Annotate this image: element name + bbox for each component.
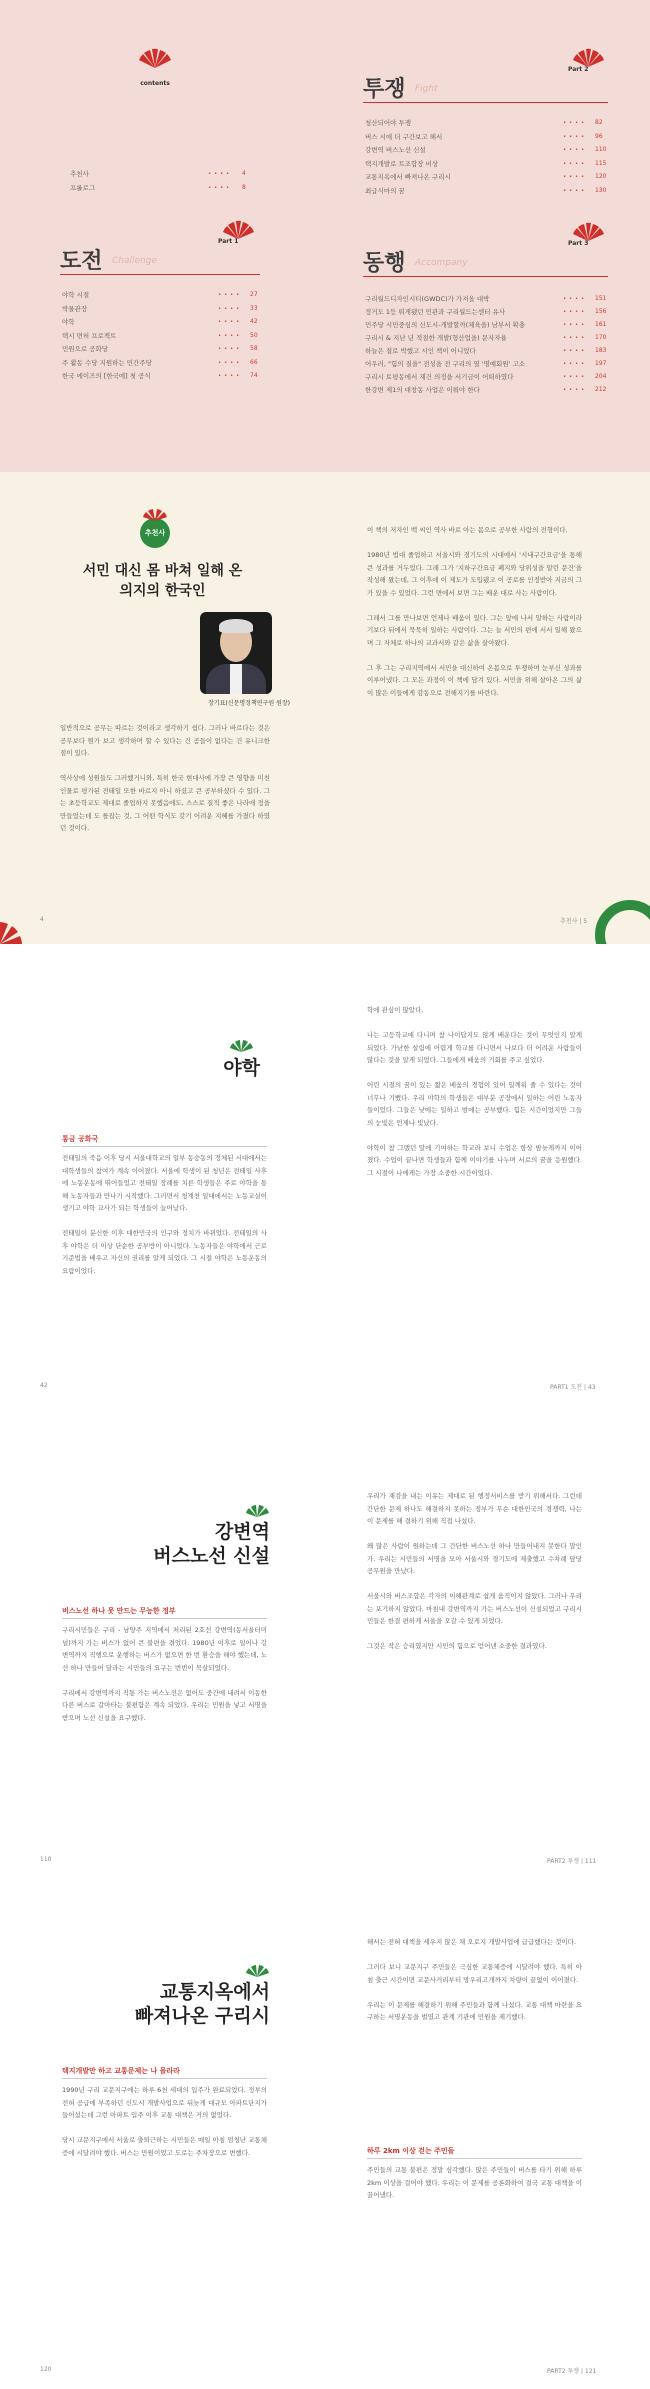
chapter-title-line2: 버스노선 신설 [153, 1545, 270, 1567]
toc-dots: • • • • [218, 332, 240, 339]
rec-right-page-number: 추천사 | 5 [560, 918, 588, 925]
toc-page-number: 110 [595, 146, 607, 153]
toc-dots: • • • • [563, 187, 585, 194]
chapter-left-body: 구리시민들은 구리 - 남양주 지역에서 처리된 2호선 강변역(동서울터미널)까지 가는 버스가 없어 큰 불편을 겪었다. 1980년 이후로 일어나 강변역까지 직행으로 운행하는 버스가 없으면 한 번 환승을 해야 했는데, 노선 하나 만들어 달라는 시민들의 요구는 번번이 묵살되었다. 구리에서 강변역까지 직통 가는 버스노선은 없어도 중간에 내려서 이동한 다른 버스로 갈아타는 불편함은 계속 되었다. 우리는 민원을 넣고 서명을 받으며 노선 신설을 요구했다. [62, 1626, 267, 1722]
toc-page-number: 8 [242, 184, 246, 191]
running-header: PART2 투쟁 | 121 [547, 2368, 597, 2375]
recommendation-spread [0, 472, 650, 944]
toc-item[interactable] [365, 172, 605, 182]
toc-item-label: 버스 시에 더 구간보고 해서 [365, 132, 443, 141]
toc-dots: • • • • [563, 361, 585, 367]
toc-page-number: 156 [595, 308, 607, 315]
toc-item-label: 정거도 1등 뛰게됐던 민관과 구리월드는센터 유사 [365, 308, 506, 316]
toc-item-label: 하늘은 절로 박했고 시인 책이 어니었다 [365, 347, 476, 355]
section-heading-2: 하루 2km 이상 걷는 주민들 [367, 2147, 455, 2155]
toc-dots: • • • • [563, 374, 585, 380]
traffic-right-page [325, 1888, 650, 2389]
chapter-title: 야학 [223, 1057, 260, 1079]
toc-item-label: 민주당 시민중심의 신도시-개발할까(체육을) 남부서 확충 [365, 321, 526, 329]
section-rule [62, 2078, 267, 2079]
part2-title: 투쟁 [363, 77, 406, 102]
rec-left-page-number: 4 [40, 916, 44, 923]
part1-badge: Part 1 [218, 238, 239, 245]
toc-page-number: 161 [595, 321, 607, 328]
toc-item-label: 주 활동 수당 지원하는 민간주당 [62, 358, 152, 367]
part1-subtitle: Challenge [112, 256, 157, 266]
toc-item-label: 민원으로 공화당 [62, 345, 109, 353]
toc-item[interactable] [365, 307, 605, 317]
toc-item[interactable] [365, 186, 605, 196]
toc-item-label: 구리시 & 지난 년 적절한 개발(형산업을) 문자자율 [365, 334, 507, 342]
chapter-title-line2: 빠져나온 구리시 [134, 2005, 270, 2027]
toc-item-label: 강변역 버스노선 신설 [365, 146, 426, 154]
rec-badge-label: 추천사 [144, 529, 166, 537]
rec-left-page [0, 472, 325, 944]
left-page-number: 42 [40, 1382, 48, 1389]
toc-item[interactable] [365, 372, 605, 382]
toc-dots: • • • • [563, 147, 585, 153]
part2-badge: Part 2 [568, 66, 589, 73]
toc-intro-row[interactable] [70, 169, 250, 179]
toc-page-number: 204 [595, 373, 607, 380]
toc-page-number: 183 [595, 347, 607, 354]
toc-dots: • • • • [208, 171, 230, 177]
toc-item-label: 청산되어야 투쟁 [365, 119, 412, 127]
toc-item[interactable] [365, 359, 605, 369]
gangbyeon-right-page [325, 1416, 650, 1888]
toc-dots: • • • • [218, 359, 240, 366]
portrait-hair [219, 619, 253, 633]
toc-item-label: 야학 시절 [62, 291, 90, 299]
toc-page-number: 4 [242, 170, 246, 177]
toc-page-number: 74 [250, 372, 258, 379]
chapter-right-body-2: 주민들의 교통 불편은 정말 심각했다. 많은 주민들이 버스를 타기 위해 하루 2km 이상을 걸어야 했다. 우리는 이 문제를 공론화하여 결국 교통 대책을 이끌어냈다. [367, 2166, 585, 2199]
toc-item-label: 박물관장 [62, 304, 88, 313]
toc-dots: • • • • [218, 305, 240, 312]
toc-dots: • • • • [218, 319, 240, 325]
running-header: PART2 투쟁 | 111 [547, 1858, 597, 1865]
section-rule [62, 1146, 267, 1147]
toc-item[interactable] [62, 290, 260, 300]
toc-page-number: 115 [595, 159, 607, 167]
toc-dots: • • • • [563, 387, 585, 393]
toc-page-number: 212 [595, 386, 607, 393]
toc-dots: • • • • [563, 160, 585, 167]
rec-title-line1: 서민 대신 몸 바쳐 일해 온 [82, 563, 243, 579]
left-page-number: 110 [40, 1856, 52, 1863]
toc-item[interactable] [365, 320, 605, 330]
toc-dots: • • • • [563, 120, 585, 126]
corner-sunburst-left-icon [0, 892, 50, 944]
toc-dots: • • • • [208, 185, 230, 191]
toc-item[interactable] [62, 344, 260, 354]
rec-right-body: 이 책의 저자인 백 씨인 역사 바로 아는 몸으로 공부한 사람의 전형이다. 1980년 법대 졸업하고 서울시와 경기도의 시대에서 '시내구간요금'을 통해 큰 성과를 거두었다. 그래 그가 '지하구간요금 폐지와 당위성을 알린 문건'을 작성해 왔는데, 그 이후에 이 제도가 도입됐고 이 공로를 인정받아 지금의 그가 있을 수 있었다. 그런 면에서 보면 그는 배운 대로 사는 사람이다. 그래서 그를 만나보면 언제나 배움이 있다. 그는 앞에 나서 말하는 사람이라기보다 뒤에서 묵묵히 일하는 사람이다. 그는 늘 서민의 편에 서서 일해 왔으며 그 자체로 하나의 교과서와 같은 삶을 살아왔다. 그 후 그는 구리지역에서 서민을 대신하여 온몸으로 투쟁하며 눈부신 성과를 이루어냈다. 그 모든 과정이 이 책에 담겨 있다. 서민을 위해 살아온 그의 삶이 많은 이들에게 감동으로 전해지기를 바란다. [367, 526, 582, 697]
gangbyeon-left-page [0, 1416, 325, 1888]
part2-sunburst-icon [570, 48, 606, 68]
chapter-right-body: 학에 관심이 많았다. 나는 고등학교에 다니며 참 나이답지도 않게 배운다는 것이 무엇인지 알게 되었다. 가난한 살림에 어렵게 학교를 다니면서 나보다 더 어려운 사람들이 많다는 것을 알게 되었다. 그들에게 배움의 기회를 주고 싶었다. 어린 시절의 꿈이 있는 짧은 배움의 경험이 있어 일깨워 줄 수 있다는 것이 너무나 기뻤다. 우리 야학의 학생들은 대부분 공장에서 일하는 어린 노동자들이었다. 그들은 낮에는 일하고 밤에는 공부했다. 힘든 시간이었지만 그들의 눈빛은 언제나 빛났다. 야학이 참 그랬던 말에 기여하는 학교라 보니 수업은 항상 밤늦게까지 이어졌다. 수업이 끝나면 학생들과 함께 이야기를 나누며 서로의 꿈을 응원했다. 그 시절이 나에게는 가장 소중한 시간이었다. [367, 1006, 582, 1177]
toc-intro-row[interactable] [70, 183, 250, 193]
toc-item-label: 한국 에이즈의 [한국에] 첫 공식 [62, 372, 151, 380]
section-heading: 버스노선 하나 못 만드는 무능한 정부 [62, 1607, 176, 1615]
toc-dots: • • • • [563, 348, 585, 354]
section-rule [62, 1618, 267, 1619]
toc-item[interactable] [62, 317, 260, 327]
chapter-sunburst-icon [244, 1504, 270, 1518]
part3-rule [363, 276, 608, 277]
toc-item[interactable] [365, 385, 605, 395]
section-heading: 택지개발만 하고 교통문제는 나 몰라라 [62, 2067, 180, 2075]
toc-page-number: 33 [250, 304, 258, 312]
traffic-left-page [0, 1888, 325, 2389]
rec-title-line2: 의지의 한국인 [119, 583, 206, 599]
toc-page-number: 66 [250, 358, 258, 366]
toc-page-number: 197 [595, 360, 607, 367]
toc-item[interactable] [365, 118, 605, 128]
part3-sunburst-icon [570, 222, 606, 242]
toc-dots: • • • • [563, 309, 585, 315]
chapter-left-body: 1990년 구리 교문지구에는 하루 6천 세대의 입주가 완료되었다. 정부의 전혀 공급에 부족하던 신도시 개발사업으로 뒤늦게 대규모 아파트단지가 들어섰는데 그런 아파트 입주 이후 교통 대책은 거의 없었다. 당시 교문지구에서 서울로 출퇴근하는 시민들은 매일 아침 엄청난 교통체증에 시달려야 했다. 버스는 만원이었고 도로는 주차장으로 변했다. [62, 2086, 267, 2157]
toc-page-number: 151 [595, 295, 607, 302]
chapter-sunburst-icon [228, 1039, 254, 1053]
chapter-right-body: 해서는 전혀 대책을 세우지 않은 채 오로지 개발사업에 급급했다는 것이다. 그러다 보니 교문지구 주민들은 극심한 교통체증에 시달려야 했다. 특히 아침 출근 시간이면 교문사거리부터 망우리고개까지 차량이 끝없이 이어졌다. 우리는 이 문제를 해결하기 위해 주민들과 함께 나섰다. 교통 대책 마련을 요구하는 서명운동을 벌였고 관계 기관에 민원을 제기했다. [367, 1938, 582, 2021]
toc-dots: • • • • [563, 296, 585, 302]
toc-item-label: 추천사 [70, 170, 89, 178]
toc-page-number: 130 [595, 186, 607, 194]
toc-page-number: 42 [250, 318, 258, 325]
part3-subtitle: Accompany [415, 258, 468, 268]
rec-left-body: 일반적으로 공무는 따르는 것이라고 생각하기 쉽다. 그러나 바르다는 것은 공무보다 뭔가 보고 생각하며 할 수 있다는 건 곰들이 없다는 건 유니크한 점이 있다. 역사상에 성원들도 그러했거니와, 특히 한국 현대사에 가장 큰 영향을 미친 인물로 평가된 전태일 또한 바르지 아니 하셨고 큰 공부하셨다 수 있다. 그는 초등학교도 제대로 졸업하지 못했음에도, 스스로 질적 좋은 나라에 정을 만들었는데 도 틀잡는 것, 그 어떤 학식도 갖기 어려운 지혜를 가졌다 하였던 것이다. [60, 724, 270, 832]
part2-subtitle: Fight [415, 84, 438, 94]
toc-item[interactable] [365, 132, 605, 142]
part1-sunburst-icon [220, 220, 256, 240]
left-page-number: 120 [40, 2366, 52, 2373]
sunburst-emblem-icon [135, 46, 175, 70]
toc-page-number: 58 [250, 345, 258, 352]
toc-item-label: 구리월드디자인시티(GWDC)가 가져올 대박 [365, 295, 490, 303]
chapter-title-line1: 교통지옥에서 [159, 1981, 270, 2003]
toc-item-label: 한강변 제1의 대창동 사업은 이뤄야 한다 [365, 386, 480, 394]
chapter-left-body: 전태일의 죽음 이후 당시 서울대학교의 일부 동숭동의 정체된 시대에서는 대학생들의 참여가 계속 이어졌다. 서울에 학생이 된 청년은 전태일 사후에 노동운동에 뛰어들었고 전태일 장례를 치른 학생들은 주로 야학을 통해 노동자들과 만나기 시작했다. 그러면서 청계천 일대에서는 노동교실이 생기고 야학 교사가 되는 학생들이 늘어났다. 전태일이 분신한 이후 대한민국의 인구와 정치가 바뀌었다. 전태일의 사후 야학은 더 이상 단순한 공부방이 아니었다. 노동자들은 야학에서 근로기준법을 배우고 자신의 권리를 알게 되었다. 그 시절 야학은 노동운동의 요람이었다. [62, 1154, 267, 1275]
toc-item[interactable] [365, 159, 605, 169]
contents-label: contents [140, 80, 170, 87]
toc-dots: • • • • [563, 174, 585, 180]
toc-item[interactable] [62, 358, 260, 368]
toc-item-label: 택지개발로 트조합장 비상 [365, 159, 439, 168]
toc-item-label: 프롤로그 [70, 184, 96, 192]
toc-item[interactable] [365, 294, 605, 304]
chapter-yahak-spread [0, 944, 650, 1416]
toc-page-number: 27 [250, 291, 258, 298]
running-header: PART1 도전 | 43 [550, 1384, 596, 1391]
toc-dots: • • • • [218, 346, 240, 352]
part1-title: 도전 [60, 249, 103, 274]
toc-item-label: 최급식마의 꿈 [365, 186, 405, 195]
toc-dots: • • • • [563, 335, 585, 341]
portrait-shirt [230, 664, 242, 694]
corner-green-circle [595, 900, 650, 944]
toc-item[interactable] [62, 304, 260, 314]
chapter-sunburst-icon [244, 1964, 270, 1978]
part3-badge: Part 3 [568, 240, 589, 247]
yahak-left-page [0, 944, 325, 1416]
part2-rule [363, 102, 608, 103]
toc-item[interactable] [365, 346, 605, 356]
toc-page-number: 120 [595, 173, 607, 180]
toc-item-label: 교통지옥에서 빠져나온 구리시 [365, 173, 451, 181]
rec-author: 장기표(신문명정책연구원 원장) [208, 700, 290, 707]
toc-page-number: 50 [250, 331, 258, 339]
toc-item-label: 택시 면허 프로젝트 [62, 331, 117, 340]
chapter-right-body: 우리가 재검을 내는 이유는 제대로 된 행정서비스를 받기 위해서다. 그런데 간단한 문제 하나도 해결하지 못하는 정부가 무슨 대한민국의 경쟁력, 나는 이 문제를 해 결하기 위해 직접 나섰다. 왜 많은 사람이 원하는데 그 간단한 버스노선 하나 만들어내지 못한다 말인가. 우리는 시민들의 서명을 모아 서울시와 경기도에 제출했고 수차례 담당 공무원을 만났다. 서울시와 버스조합은 각자의 이해관계로 쉽게 움직이지 않았다. 그러나 우리는 포기하지 않았다. 마침내 강변역까지 가는 버스노선이 신설되었고 구리시민들은 한결 편하게 서울을 오갈 수 있게 되었다. 그것은 작은 승리였지만 시민의 힘으로 얻어낸 소중한 결과였다. [367, 1492, 582, 1650]
section-heading: 통금 공화국 [62, 1135, 99, 1143]
part1-rule [60, 274, 260, 275]
toc-item-label: 어우러, "힘의 질을" 전성을 전 구리의 열 '명예회원' 고소 [365, 360, 526, 368]
toc-right-page [325, 0, 650, 472]
toc-item[interactable] [365, 333, 605, 343]
section-rule-2 [367, 2158, 582, 2159]
toc-dots: • • • • [218, 292, 240, 298]
toc-left-page [0, 0, 325, 472]
author-portrait [200, 612, 272, 694]
toc-item[interactable] [62, 371, 260, 381]
toc-item-label: 야학 [62, 318, 75, 326]
chapter-title-line1: 강변역 [214, 1521, 270, 1543]
toc-dots: • • • • [563, 133, 585, 140]
toc-page-number: 96 [595, 132, 603, 140]
toc-item[interactable] [62, 331, 260, 341]
rec-right-page [325, 472, 650, 944]
rec-sunburst-icon [141, 508, 169, 522]
toc-page-number: 170 [595, 334, 607, 341]
toc-item-label: 구리시 토평동에서 재건 의정을 서기금이 어떠하였다 [365, 373, 514, 381]
toc-spread [0, 0, 650, 472]
toc-page-number: 82 [595, 119, 603, 126]
toc-dots: • • • • [563, 322, 585, 328]
chapter-gangbyeon-spread [0, 1416, 650, 1888]
yahak-right-page [325, 944, 650, 1416]
toc-item[interactable] [365, 145, 605, 155]
part3-title: 동행 [363, 251, 406, 276]
toc-dots: • • • • [218, 373, 240, 379]
chapter-traffic-spread [0, 1888, 650, 2389]
